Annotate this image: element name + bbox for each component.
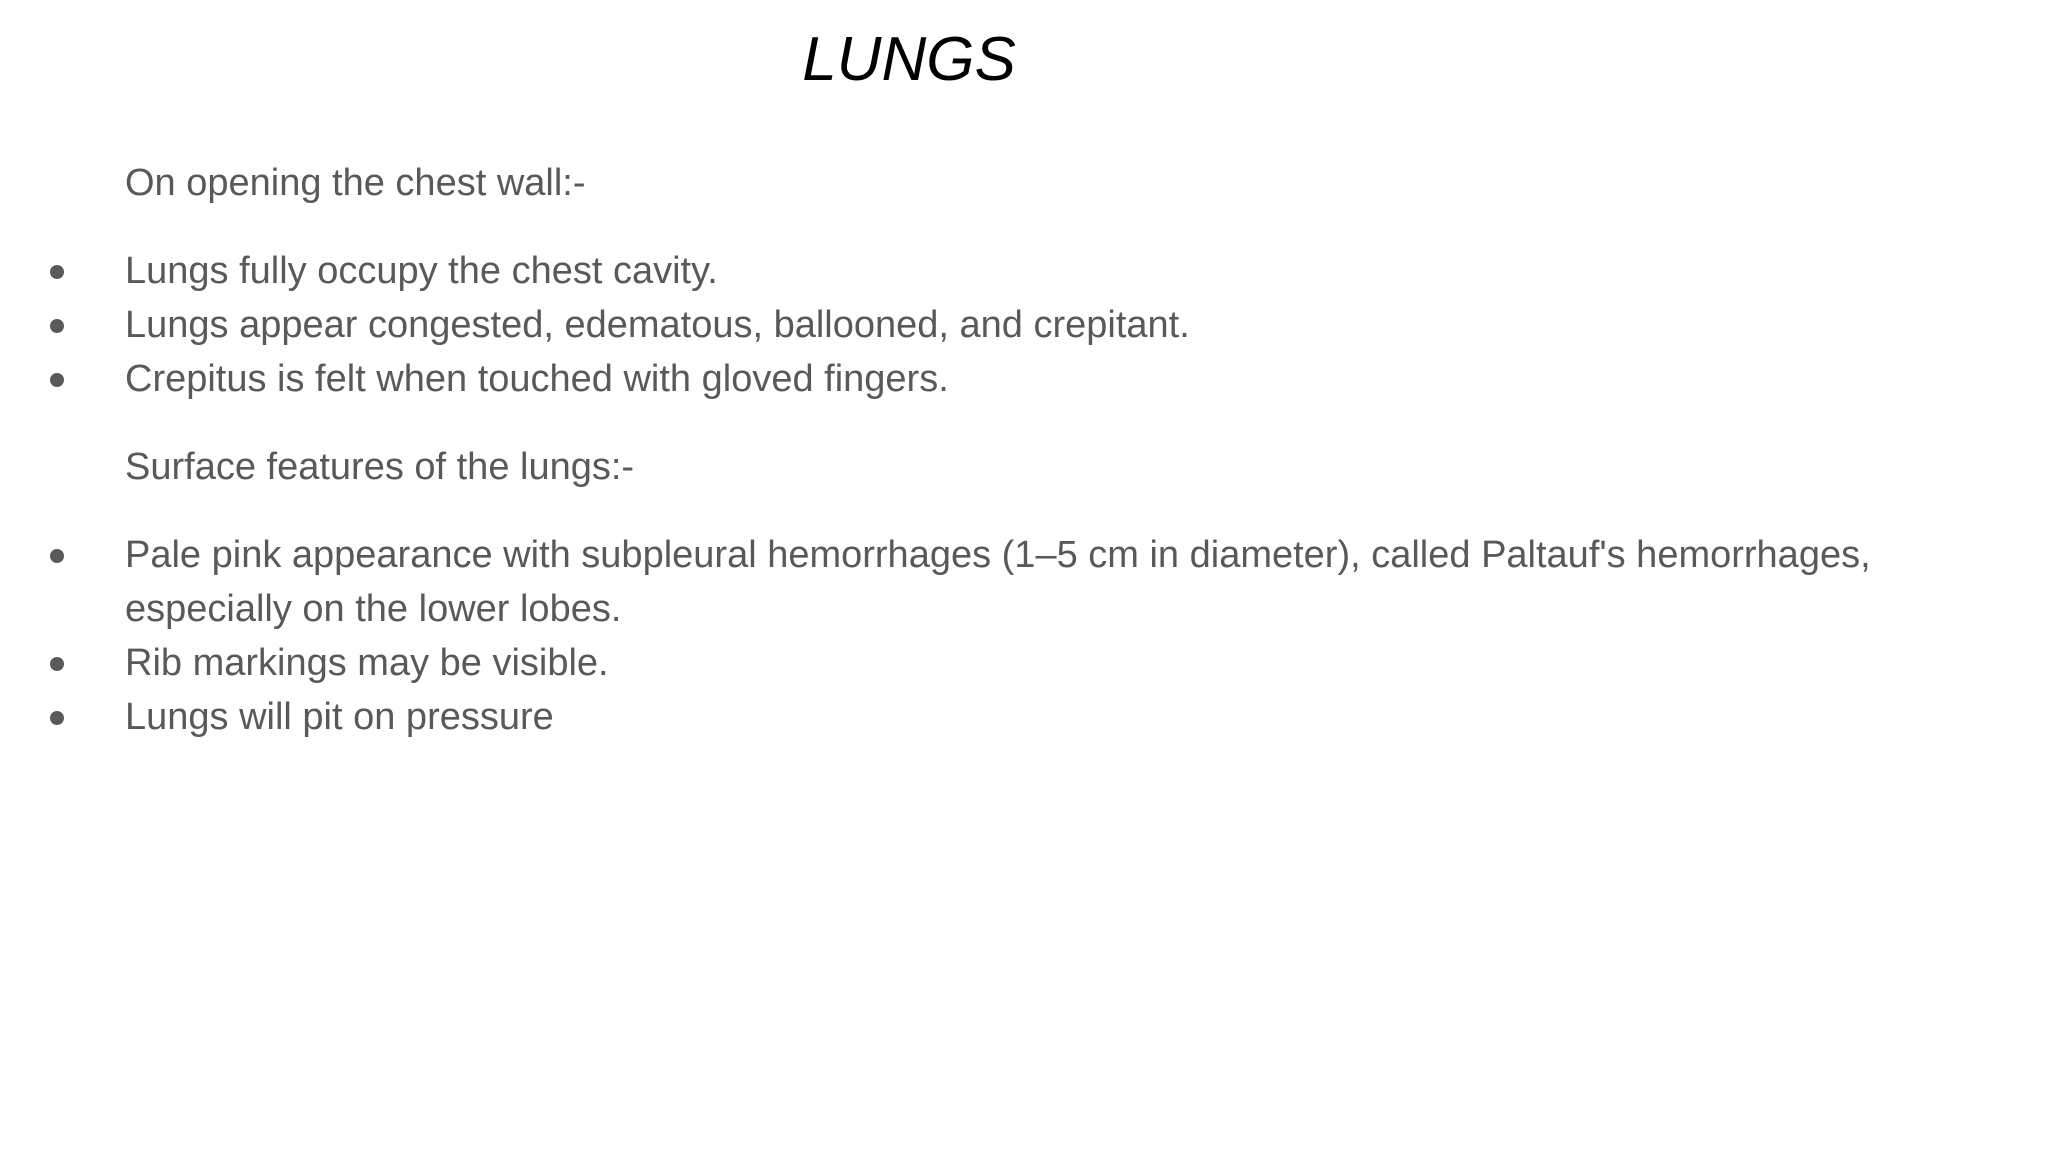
list-item-text: Crepitus is felt when touched with gloved fingers. (125, 358, 949, 400)
bullet-list-chest-wall (0, 244, 2000, 406)
bullet-icon (50, 319, 64, 333)
bullet-icon (50, 549, 64, 563)
bullet-icon (50, 711, 64, 725)
list-item (0, 352, 2000, 406)
slide-content (0, 156, 2000, 778)
list-item (0, 690, 2000, 744)
list-item-text: Rib markings may be visible. (125, 642, 609, 684)
list-item-text: Pale pink appearance with subpleural hemorrhages (1–5 cm in diameter), called Paltauf's hemorrhages, especially on the lower lobes. (125, 534, 1871, 630)
list-item (0, 244, 2000, 298)
list-item-text: Lungs will pit on pressure (125, 696, 554, 738)
bullet-list-surface-features (0, 528, 2000, 744)
bullet-icon (50, 265, 64, 279)
section-heading-chest-wall: On opening the chest wall:- (125, 162, 586, 204)
list-item (0, 298, 2000, 352)
slide-title: LUNGS (802, 25, 1016, 94)
list-item (0, 528, 2000, 636)
bullet-icon (50, 373, 64, 387)
section-heading-surface-features: Surface features of the lungs:- (125, 446, 635, 488)
bullet-icon (50, 657, 64, 671)
list-item-text: Lungs appear congested, edematous, ballooned, and crepitant. (125, 304, 1190, 346)
list-item-text: Lungs fully occupy the chest cavity. (125, 250, 718, 292)
list-item (0, 636, 2000, 690)
